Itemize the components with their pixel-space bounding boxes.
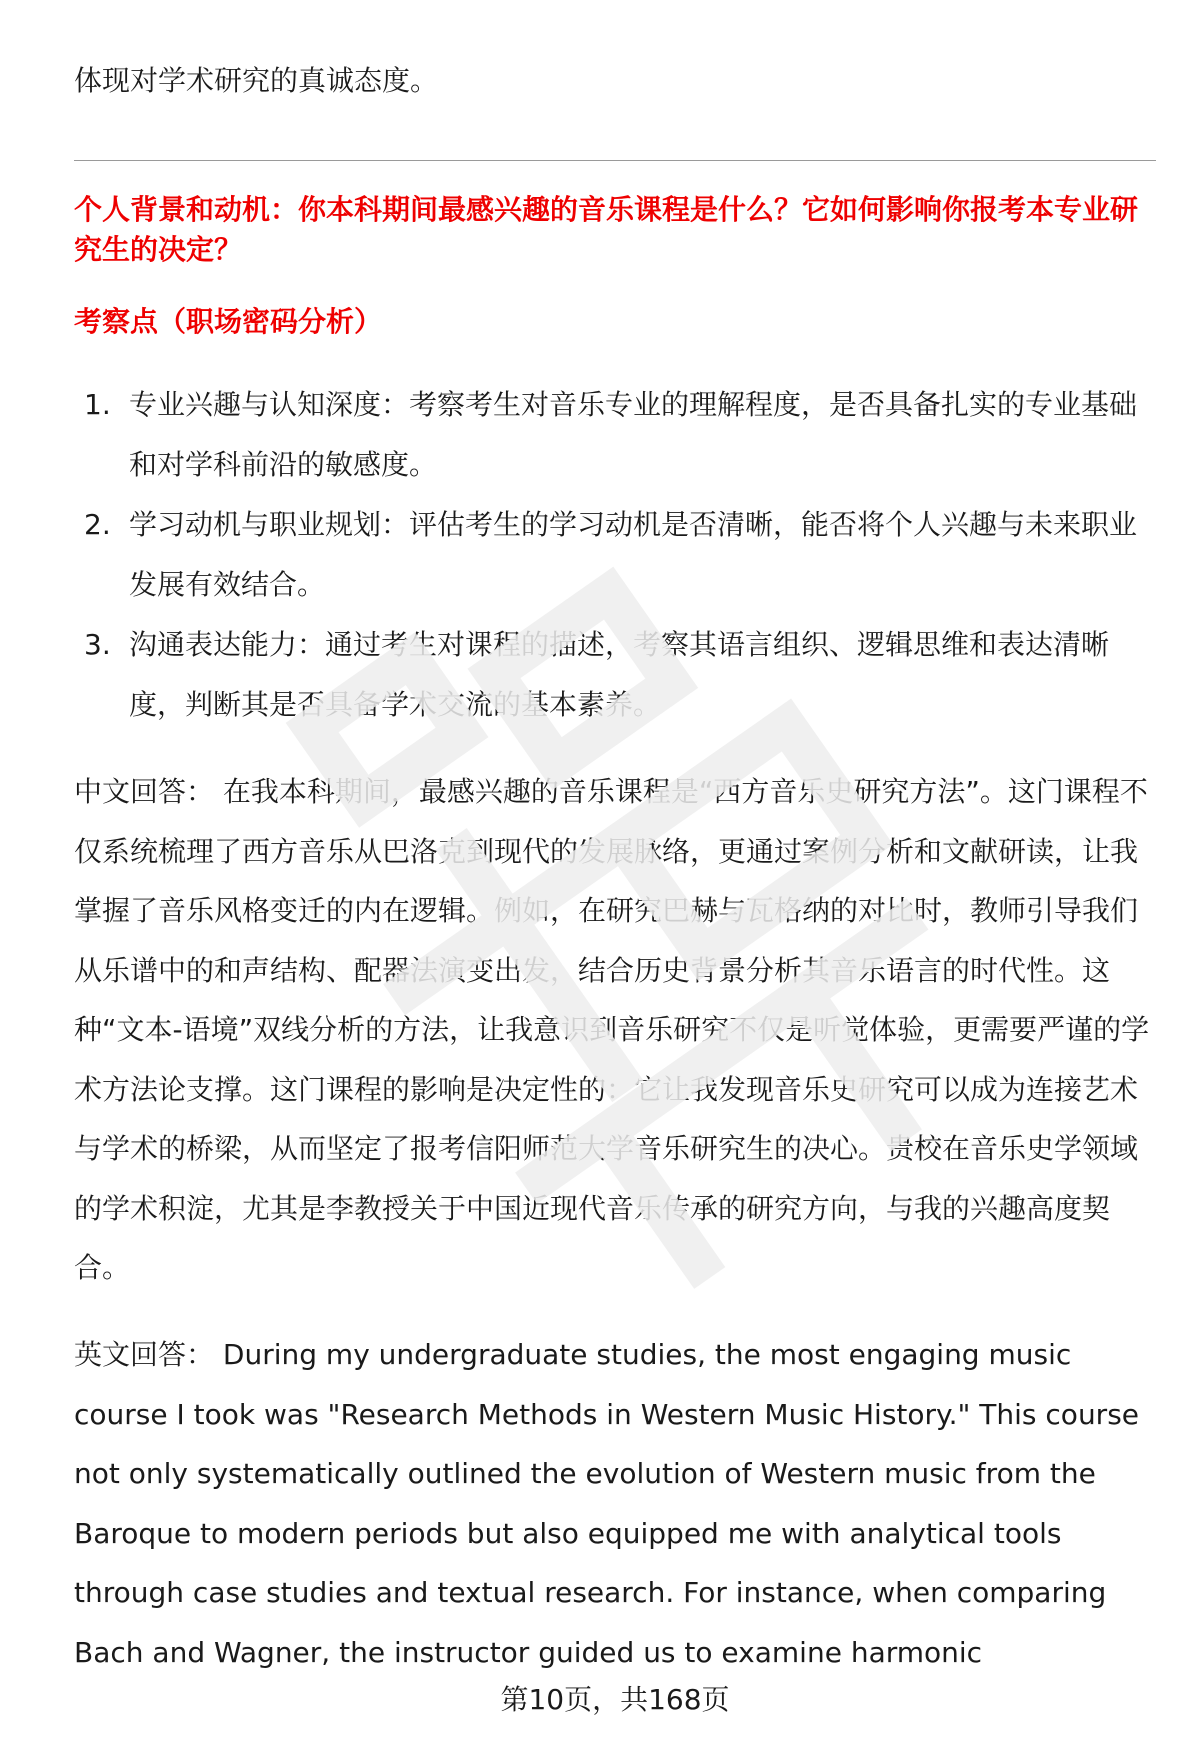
english-answer: 英文回答： During my undergraduate studies, the most engaging music course I took was "Research Methods in Western Music History." This course not only systematically outlined the evolution of Western music from the Baroque to modern periods but also equipped me with analytical tools through case studies and textual research. For instance, when comparing Bach and Wagner, the instructor guided us to examine harmonic <box>74 1338 1140 1669</box>
list-item <box>74 375 1156 495</box>
list-item <box>74 615 1156 735</box>
list-item-text: 学习动机与职业规划：评估考生的学习动机是否清晰，能否将个人兴趣与未来职业发展有效结合。 <box>129 508 1138 601</box>
chinese-answer: 中文回答： 在我本科期间，最感兴趣的音乐课程是“西方音乐史研究方法”。这门课程不仅系统梳理了西方音乐从巴洛克到现代的发展脉络，更通过案例分析和文献研读，让我掌握了音乐风格变迁的内在逻辑。例如，在研究巴赫与瓦格纳的对比时，教师引导我们从乐谱中的和声结构、配器法演变出发，结合历史背景分析其音乐语言的时代性。这种“文本-语境”双线分析的方法，让我意识到音乐研究不仅是听觉体验，更需要严谨的学术方法论支撑。这门课程的影响是决定性的：它让我发现音乐史研究可以成为连接艺术与学术的桥梁，从而坚定了报考信阳师范大学音乐研究生的决心。贵校在音乐史学领域的学术积淀，尤其是李教授关于中国近现代音乐传承的研究方向，与我的兴趣高度契合。 <box>74 775 1150 1284</box>
list-item-text: 专业兴趣与认知深度：考察考生对音乐专业的理解程度，是否具备扎实的专业基础和对学科前沿的敏感度。 <box>129 388 1138 481</box>
list-number: 3. <box>84 628 111 661</box>
list-item <box>74 495 1156 615</box>
continued-text: 体现对学术研究的真诚态度。 <box>74 64 439 97</box>
document-page <box>74 0 1156 1755</box>
section-divider <box>74 160 1156 161</box>
question-heading: 个人背景和动机：你本科期间最感兴趣的音乐课程是什么？它如何影响你报考本专业研究生的决定？ <box>74 193 1139 266</box>
list-number: 1. <box>84 388 111 421</box>
assessment-points-list <box>74 375 1156 735</box>
list-item-text: 沟通表达能力：通过考生对课程的描述，考察其语言组织、逻辑思维和表达清晰度，判断其是否具备学术交流的基本素养。 <box>129 628 1110 721</box>
list-number: 2. <box>84 508 111 541</box>
assessment-points-heading: 考察点（职场密码分析） <box>74 305 383 338</box>
page-number: 第10页，共168页 <box>500 1683 730 1716</box>
